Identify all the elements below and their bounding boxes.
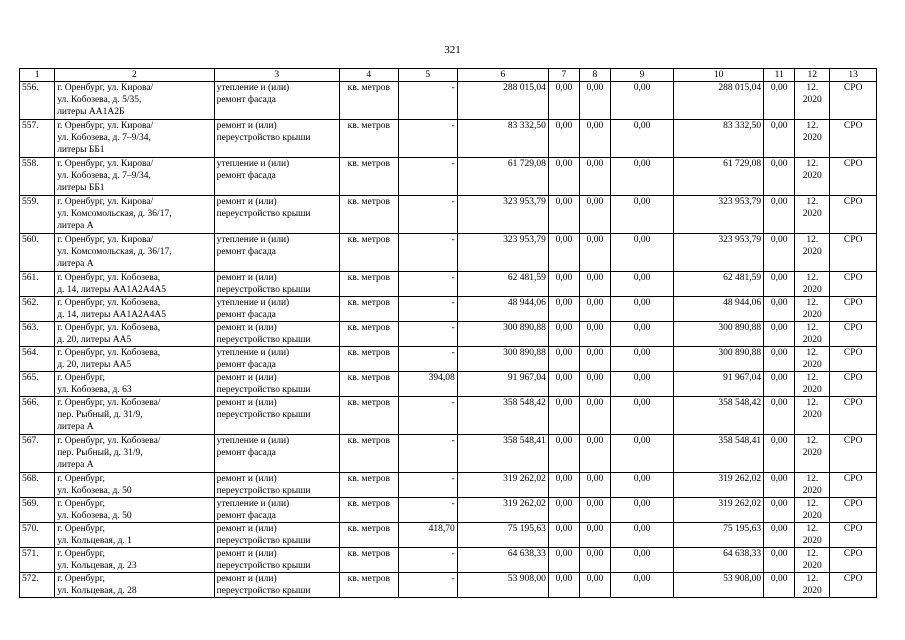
contractor-cell: СРО — [830, 498, 877, 523]
col10-cell: 319 262,02 — [674, 498, 764, 523]
address-cell: г. Оренбург, ул. Кобозева, д. 14, литеры АА1А2А4А5 — [55, 297, 214, 322]
col9-cell: 0,00 — [610, 498, 673, 523]
address-cell: г. Оренбург, ул. Кольцевая, д. 28 — [55, 573, 214, 598]
col8-cell: 0,00 — [579, 120, 610, 158]
col11-cell: 0,00 — [764, 548, 795, 573]
unit-cell: кв. метров — [339, 120, 398, 158]
col6-cell: 48 944,06 — [457, 297, 548, 322]
col8-cell: 0,00 — [579, 196, 610, 234]
row-number: 572. — [20, 573, 55, 598]
col5-cell: 394,08 — [398, 372, 457, 397]
col8-cell: 0,00 — [579, 473, 610, 498]
work-type-cell: утепление и (или) ремонт фасада — [214, 158, 339, 196]
col10-cell: 64 638,33 — [674, 548, 764, 573]
col7-cell: 0,00 — [548, 297, 579, 322]
col5-cell: 418,70 — [398, 523, 457, 548]
unit-cell: кв. метров — [339, 347, 398, 372]
col10-cell: 358 548,42 — [674, 397, 764, 435]
col9-cell: 0,00 — [610, 322, 673, 347]
work-type-cell: ремонт и (или) переустройство крыши — [214, 120, 339, 158]
unit-cell: кв. метров — [339, 548, 398, 573]
address-cell: г. Оренбург, ул. Кирова/ ул. Кобозева, д. 7–9/34, литеры ББ1 — [55, 120, 214, 158]
address-cell: г. Оренбург, ул. Кобозева/ пер. Рыбный, д. 31/9, литера А — [55, 397, 214, 435]
row-number: 562. — [20, 297, 55, 322]
row-number: 563. — [20, 322, 55, 347]
date-cell: 12. 2020 — [795, 82, 830, 120]
work-type-cell: ремонт и (или) переустройство крыши — [214, 272, 339, 297]
column-header-7: 7 — [548, 69, 579, 82]
row-number: 570. — [20, 523, 55, 548]
table-row — [20, 548, 877, 573]
row-number: 559. — [20, 196, 55, 234]
data-table — [19, 68, 877, 598]
col5-cell: - — [398, 234, 457, 272]
row-number: 560. — [20, 234, 55, 272]
col7-cell: 0,00 — [548, 498, 579, 523]
address-cell: г. Оренбург, ул. Кобозева, д. 20, литеры АА5 — [55, 322, 214, 347]
address-cell: г. Оренбург, ул. Кобозева, д. 50 — [55, 473, 214, 498]
col8-cell: 0,00 — [579, 347, 610, 372]
col8-cell: 0,00 — [579, 322, 610, 347]
col9-cell: 0,00 — [610, 234, 673, 272]
col9-cell: 0,00 — [610, 548, 673, 573]
col6-cell: 83 332,50 — [457, 120, 548, 158]
col7-cell: 0,00 — [548, 523, 579, 548]
table-row — [20, 347, 877, 372]
col10-cell: 319 262,02 — [674, 473, 764, 498]
work-type-cell: утепление и (или) ремонт фасада — [214, 435, 339, 473]
address-cell: г. Оренбург, ул. Кирова/ ул. Кобозева, д. 7–9/34, литеры ББ1 — [55, 158, 214, 196]
col7-cell: 0,00 — [548, 82, 579, 120]
col8-cell: 0,00 — [579, 82, 610, 120]
col6-cell: 61 729,08 — [457, 158, 548, 196]
col11-cell: 0,00 — [764, 523, 795, 548]
row-number: 561. — [20, 272, 55, 297]
column-header-6: 6 — [457, 69, 548, 82]
column-header-2: 2 — [55, 69, 214, 82]
col10-cell: 62 481,59 — [674, 272, 764, 297]
col11-cell: 0,00 — [764, 372, 795, 397]
col10-cell: 83 332,50 — [674, 120, 764, 158]
contractor-cell: СРО — [830, 523, 877, 548]
contractor-cell: СРО — [830, 297, 877, 322]
col8-cell: 0,00 — [579, 272, 610, 297]
contractor-cell: СРО — [830, 397, 877, 435]
col7-cell: 0,00 — [548, 435, 579, 473]
row-number: 556. — [20, 82, 55, 120]
table-row — [20, 435, 877, 473]
contractor-cell: СРО — [830, 322, 877, 347]
unit-cell: кв. метров — [339, 573, 398, 598]
date-cell: 12. 2020 — [795, 548, 830, 573]
address-cell: г. Оренбург, ул. Кирова/ ул. Комсомольская, д. 36/17, литера А — [55, 196, 214, 234]
col6-cell: 300 890,88 — [457, 322, 548, 347]
address-cell: г. Оренбург, ул. Кобозева, д. 20, литеры АА5 — [55, 347, 214, 372]
col9-cell: 0,00 — [610, 473, 673, 498]
address-cell: г. Оренбург, ул. Кобозева, д. 14, литеры АА1А2А4А5 — [55, 272, 214, 297]
col9-cell: 0,00 — [610, 523, 673, 548]
col11-cell: 0,00 — [764, 397, 795, 435]
unit-cell: кв. метров — [339, 397, 398, 435]
col8-cell: 0,00 — [579, 397, 610, 435]
col7-cell: 0,00 — [548, 234, 579, 272]
col11-cell: 0,00 — [764, 322, 795, 347]
unit-cell: кв. метров — [339, 272, 398, 297]
page-number: 321 — [444, 44, 461, 56]
work-type-cell: утепление и (или) ремонт фасада — [214, 82, 339, 120]
table-row — [20, 120, 877, 158]
col8-cell: 0,00 — [579, 297, 610, 322]
work-type-cell: ремонт и (или) переустройство крыши — [214, 372, 339, 397]
col11-cell: 0,00 — [764, 234, 795, 272]
contractor-cell: СРО — [830, 473, 877, 498]
col6-cell: 300 890,88 — [457, 347, 548, 372]
date-cell: 12. 2020 — [795, 523, 830, 548]
contractor-cell: СРО — [830, 158, 877, 196]
col5-cell: - — [398, 82, 457, 120]
work-type-cell: утепление и (или) ремонт фасада — [214, 297, 339, 322]
col6-cell: 91 967,04 — [457, 372, 548, 397]
work-type-cell: ремонт и (или) переустройство крыши — [214, 573, 339, 598]
col9-cell: 0,00 — [610, 435, 673, 473]
col11-cell: 0,00 — [764, 120, 795, 158]
table-row — [20, 573, 877, 598]
contractor-cell: СРО — [830, 272, 877, 297]
column-header-11: 11 — [764, 69, 795, 82]
row-number: 558. — [20, 158, 55, 196]
col7-cell: 0,00 — [548, 158, 579, 196]
col5-cell: - — [398, 347, 457, 372]
col6-cell: 53 908,00 — [457, 573, 548, 598]
col6-cell: 62 481,59 — [457, 272, 548, 297]
row-number: 568. — [20, 473, 55, 498]
work-type-cell: ремонт и (или) переустройство крыши — [214, 473, 339, 498]
date-cell: 12. 2020 — [795, 158, 830, 196]
col5-cell: - — [398, 473, 457, 498]
column-header-4: 4 — [339, 69, 398, 82]
unit-cell: кв. метров — [339, 297, 398, 322]
col5-cell: - — [398, 397, 457, 435]
col9-cell: 0,00 — [610, 196, 673, 234]
date-cell: 12. 2020 — [795, 120, 830, 158]
col10-cell: 53 908,00 — [674, 573, 764, 598]
table-row — [20, 297, 877, 322]
date-cell: 12. 2020 — [795, 435, 830, 473]
col6-cell: 288 015,04 — [457, 82, 548, 120]
col6-cell: 64 638,33 — [457, 548, 548, 573]
col7-cell: 0,00 — [548, 372, 579, 397]
col11-cell: 0,00 — [764, 297, 795, 322]
col9-cell: 0,00 — [610, 573, 673, 598]
column-header-13: 13 — [830, 69, 877, 82]
col9-cell: 0,00 — [610, 82, 673, 120]
column-header-12: 12 — [795, 69, 830, 82]
address-cell: г. Оренбург, ул. Кольцевая, д. 1 — [55, 523, 214, 548]
col9-cell: 0,00 — [610, 272, 673, 297]
col7-cell: 0,00 — [548, 196, 579, 234]
col7-cell: 0,00 — [548, 272, 579, 297]
table-row — [20, 523, 877, 548]
col5-cell: - — [398, 322, 457, 347]
col6-cell: 323 953,79 — [457, 196, 548, 234]
date-cell: 12. 2020 — [795, 322, 830, 347]
col11-cell: 0,00 — [764, 573, 795, 598]
table-row — [20, 196, 877, 234]
col9-cell: 0,00 — [610, 297, 673, 322]
table-row — [20, 234, 877, 272]
col10-cell: 61 729,08 — [674, 158, 764, 196]
contractor-cell: СРО — [830, 573, 877, 598]
contractor-cell: СРО — [830, 372, 877, 397]
col8-cell: 0,00 — [579, 573, 610, 598]
unit-cell: кв. метров — [339, 523, 398, 548]
table-row — [20, 82, 877, 120]
unit-cell: кв. метров — [339, 473, 398, 498]
col8-cell: 0,00 — [579, 498, 610, 523]
address-cell: г. Оренбург, ул. Кирова/ ул. Комсомольская, д. 36/17, литера А — [55, 234, 214, 272]
date-cell: 12. 2020 — [795, 372, 830, 397]
col5-cell: - — [398, 297, 457, 322]
date-cell: 12. 2020 — [795, 397, 830, 435]
col8-cell: 0,00 — [579, 158, 610, 196]
col10-cell: 288 015,04 — [674, 82, 764, 120]
table-row — [20, 473, 877, 498]
row-number: 566. — [20, 397, 55, 435]
col8-cell: 0,00 — [579, 234, 610, 272]
table-row — [20, 372, 877, 397]
address-cell: г. Оренбург, ул. Кольцевая, д. 23 — [55, 548, 214, 573]
work-type-cell: ремонт и (или) переустройство крыши — [214, 322, 339, 347]
row-number: 565. — [20, 372, 55, 397]
col9-cell: 0,00 — [610, 158, 673, 196]
col11-cell: 0,00 — [764, 82, 795, 120]
unit-cell: кв. метров — [339, 372, 398, 397]
col10-cell: 300 890,88 — [674, 347, 764, 372]
col5-cell: - — [398, 272, 457, 297]
col7-cell: 0,00 — [548, 397, 579, 435]
table-row — [20, 322, 877, 347]
table-header-row — [20, 69, 877, 82]
col8-cell: 0,00 — [579, 548, 610, 573]
date-cell: 12. 2020 — [795, 272, 830, 297]
work-type-cell: ремонт и (или) переустройство крыши — [214, 196, 339, 234]
col11-cell: 0,00 — [764, 498, 795, 523]
table-row — [20, 158, 877, 196]
col7-cell: 0,00 — [548, 120, 579, 158]
col8-cell: 0,00 — [579, 523, 610, 548]
work-type-cell: ремонт и (или) переустройство крыши — [214, 397, 339, 435]
col10-cell: 323 953,79 — [674, 234, 764, 272]
col6-cell: 323 953,79 — [457, 234, 548, 272]
date-cell: 12. 2020 — [795, 297, 830, 322]
col5-cell: - — [398, 548, 457, 573]
col7-cell: 0,00 — [548, 322, 579, 347]
col5-cell: - — [398, 158, 457, 196]
col10-cell: 91 967,04 — [674, 372, 764, 397]
col8-cell: 0,00 — [579, 435, 610, 473]
col5-cell: - — [398, 573, 457, 598]
col11-cell: 0,00 — [764, 196, 795, 234]
date-cell: 12. 2020 — [795, 573, 830, 598]
unit-cell: кв. метров — [339, 196, 398, 234]
unit-cell: кв. метров — [339, 234, 398, 272]
col11-cell: 0,00 — [764, 435, 795, 473]
col5-cell: - — [398, 435, 457, 473]
date-cell: 12. 2020 — [795, 234, 830, 272]
row-number: 571. — [20, 548, 55, 573]
col9-cell: 0,00 — [610, 372, 673, 397]
contractor-cell: СРО — [830, 347, 877, 372]
col6-cell: 358 548,42 — [457, 397, 548, 435]
col6-cell: 319 262,02 — [457, 498, 548, 523]
col9-cell: 0,00 — [610, 347, 673, 372]
column-header-5: 5 — [398, 69, 457, 82]
contractor-cell: СРО — [830, 120, 877, 158]
column-header-8: 8 — [579, 69, 610, 82]
row-number: 567. — [20, 435, 55, 473]
col6-cell: 358 548,41 — [457, 435, 548, 473]
table-row — [20, 498, 877, 523]
work-type-cell: ремонт и (или) переустройство крыши — [214, 523, 339, 548]
col8-cell: 0,00 — [579, 372, 610, 397]
address-cell: г. Оренбург, ул. Кобозева, д. 63 — [55, 372, 214, 397]
col5-cell: - — [398, 120, 457, 158]
work-type-cell: утепление и (или) ремонт фасада — [214, 234, 339, 272]
col11-cell: 0,00 — [764, 473, 795, 498]
work-type-cell: ремонт и (или) переустройство крыши — [214, 548, 339, 573]
col7-cell: 0,00 — [548, 347, 579, 372]
col10-cell: 48 944,06 — [674, 297, 764, 322]
row-number: 557. — [20, 120, 55, 158]
col5-cell: - — [398, 196, 457, 234]
table-row — [20, 272, 877, 297]
address-cell: г. Оренбург, ул. Кобозева/ пер. Рыбный, д. 31/9, литера А — [55, 435, 214, 473]
contractor-cell: СРО — [830, 435, 877, 473]
date-cell: 12. 2020 — [795, 347, 830, 372]
col11-cell: 0,00 — [764, 158, 795, 196]
column-header-3: 3 — [214, 69, 339, 82]
address-cell: г. Оренбург, ул. Кобозева, д. 50 — [55, 498, 214, 523]
col9-cell: 0,00 — [610, 120, 673, 158]
contractor-cell: СРО — [830, 548, 877, 573]
work-type-cell: утепление и (или) ремонт фасада — [214, 498, 339, 523]
col10-cell: 358 548,41 — [674, 435, 764, 473]
table-row — [20, 397, 877, 435]
contractor-cell: СРО — [830, 82, 877, 120]
unit-cell: кв. метров — [339, 435, 398, 473]
col10-cell: 300 890,88 — [674, 322, 764, 347]
col6-cell: 75 195,63 — [457, 523, 548, 548]
col11-cell: 0,00 — [764, 347, 795, 372]
unit-cell: кв. метров — [339, 322, 398, 347]
col10-cell: 75 195,63 — [674, 523, 764, 548]
date-cell: 12. 2020 — [795, 196, 830, 234]
row-number: 569. — [20, 498, 55, 523]
column-header-1: 1 — [20, 69, 55, 82]
col11-cell: 0,00 — [764, 272, 795, 297]
col6-cell: 319 262,02 — [457, 473, 548, 498]
unit-cell: кв. метров — [339, 82, 398, 120]
unit-cell: кв. метров — [339, 498, 398, 523]
unit-cell: кв. метров — [339, 158, 398, 196]
contractor-cell: СРО — [830, 234, 877, 272]
date-cell: 12. 2020 — [795, 473, 830, 498]
col7-cell: 0,00 — [548, 548, 579, 573]
col9-cell: 0,00 — [610, 397, 673, 435]
date-cell: 12. 2020 — [795, 498, 830, 523]
contractor-cell: СРО — [830, 196, 877, 234]
work-type-cell: утепление и (или) ремонт фасада — [214, 347, 339, 372]
column-header-10: 10 — [674, 69, 764, 82]
col7-cell: 0,00 — [548, 473, 579, 498]
row-number: 564. — [20, 347, 55, 372]
col7-cell: 0,00 — [548, 573, 579, 598]
address-cell: г. Оренбург, ул. Кирова/ ул. Кобозева, д. 5/35, литеры АА1А2Б — [55, 82, 214, 120]
col5-cell: - — [398, 498, 457, 523]
col10-cell: 323 953,79 — [674, 196, 764, 234]
column-header-9: 9 — [610, 69, 673, 82]
